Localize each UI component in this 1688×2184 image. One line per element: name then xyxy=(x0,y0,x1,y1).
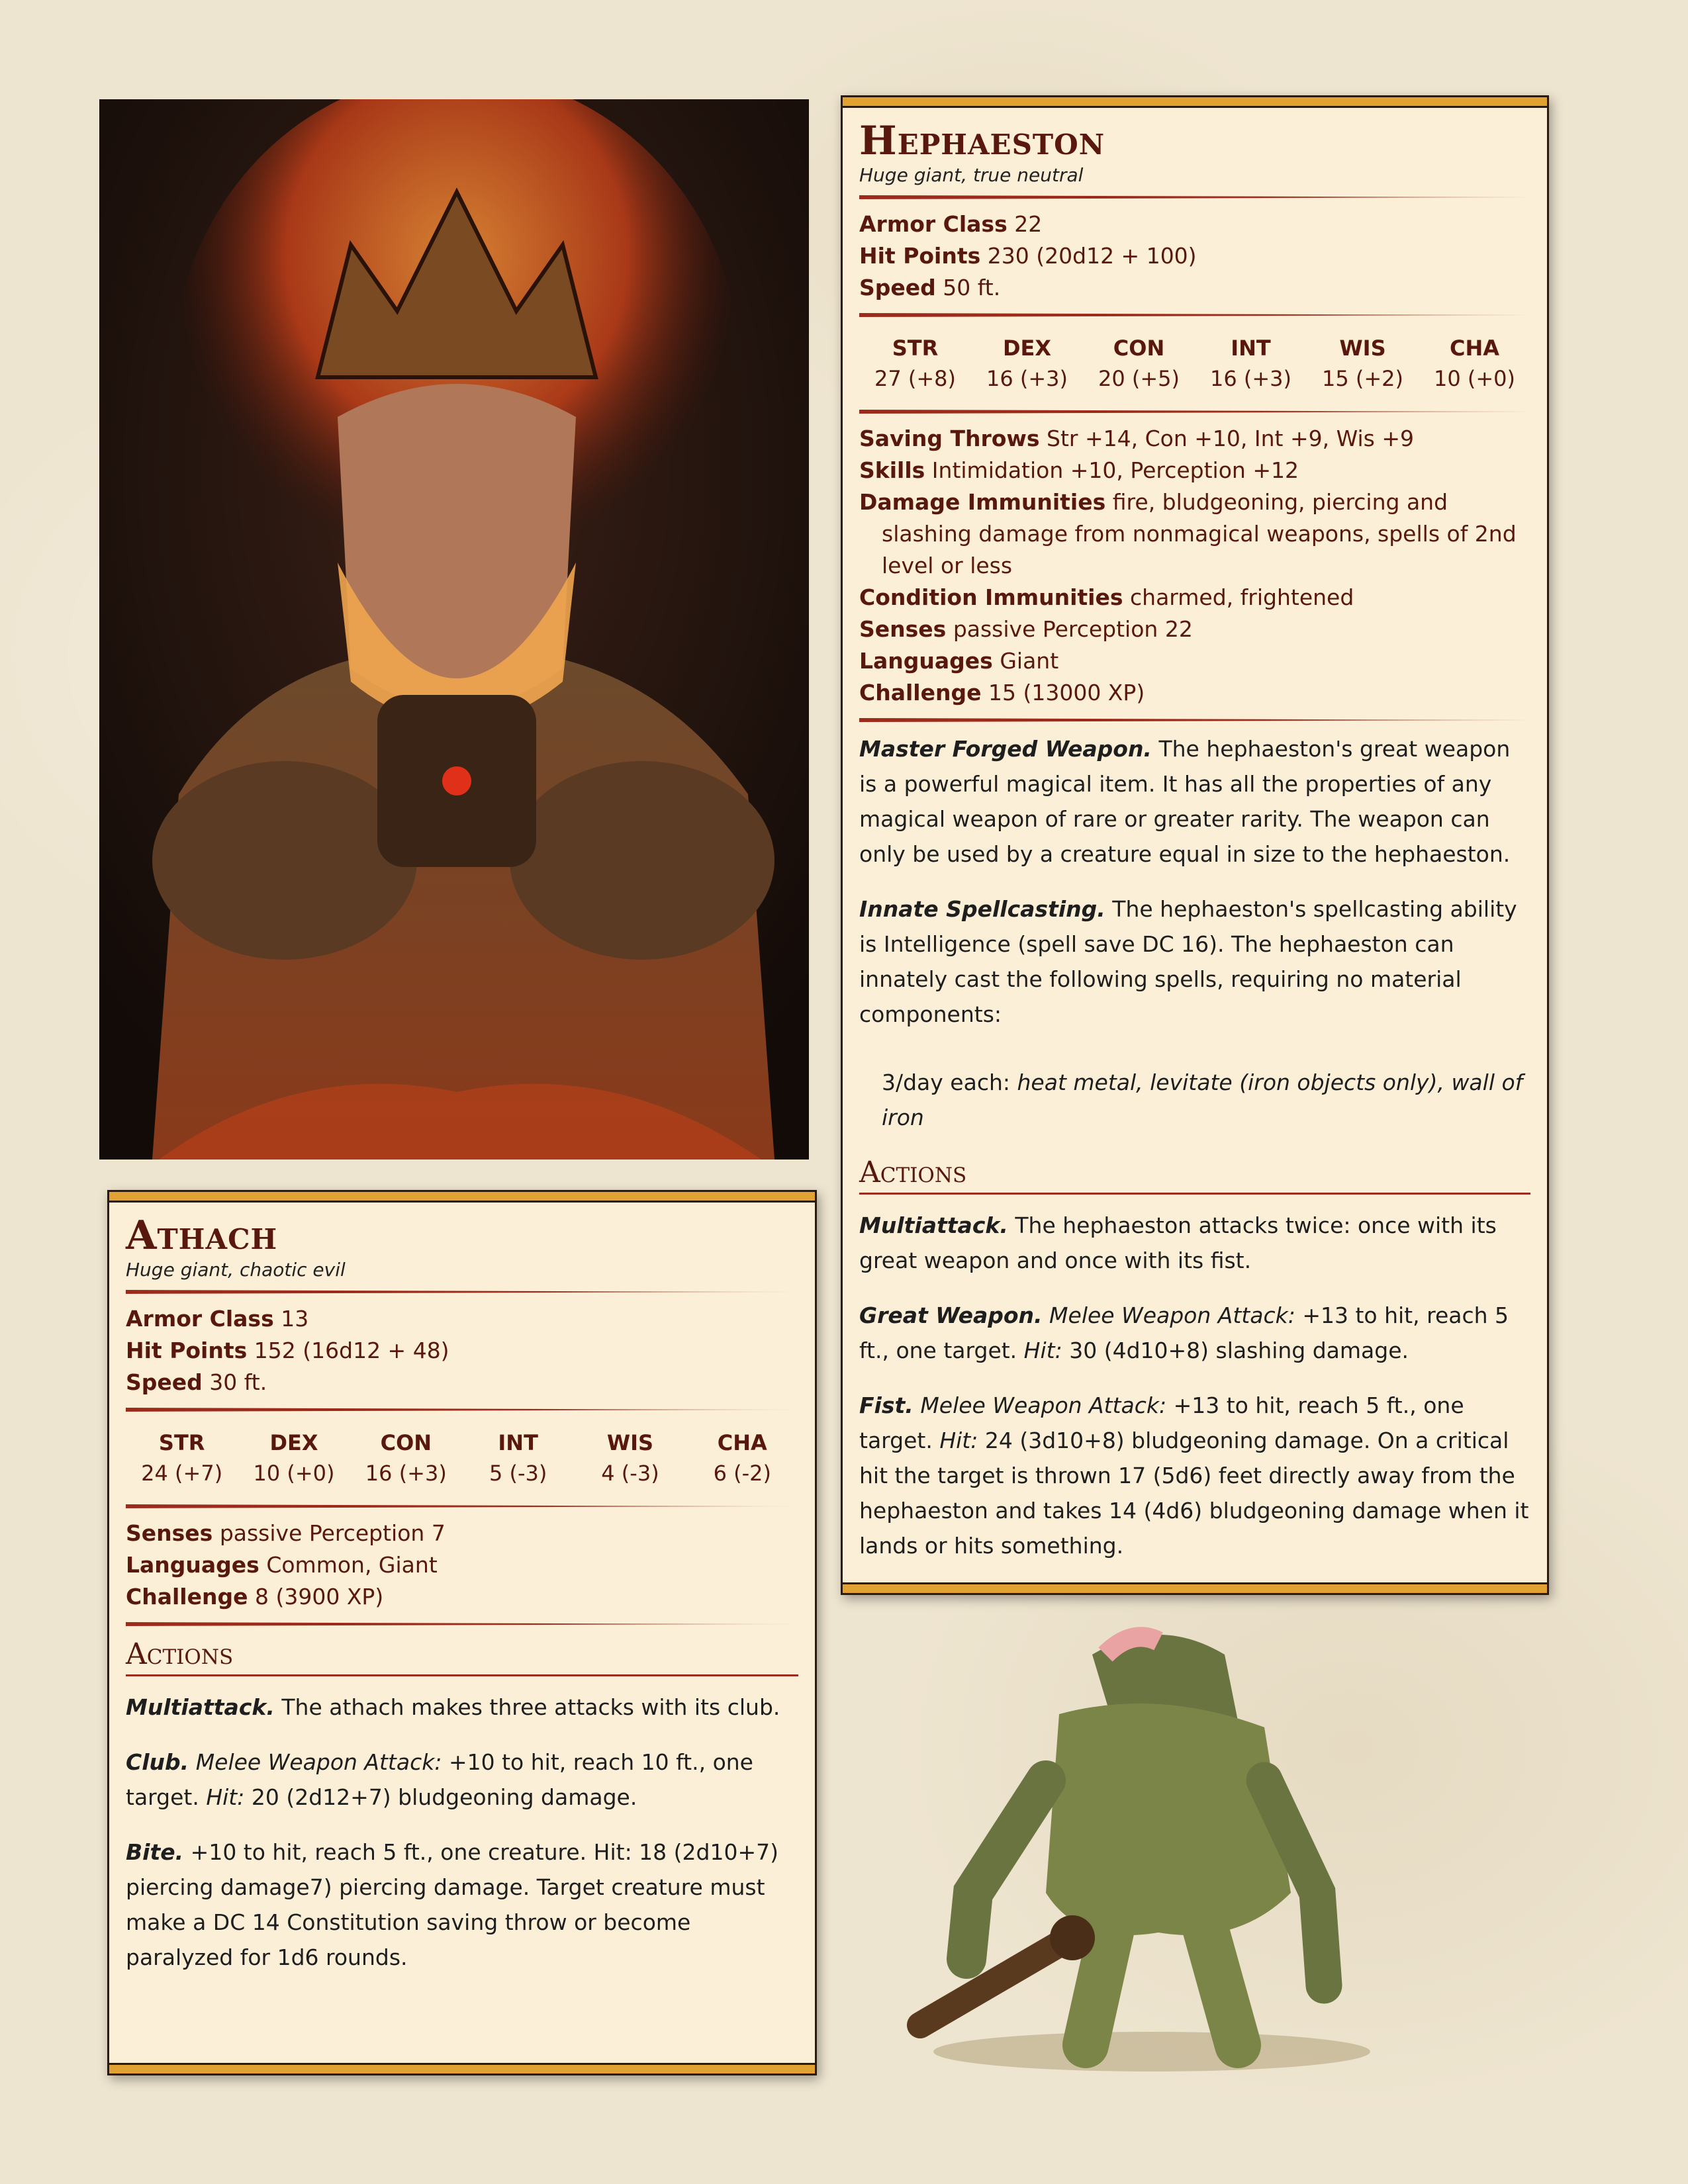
hephaeston-name: Hephaeston xyxy=(859,118,1105,164)
languages: Languages Common, Giant xyxy=(126,1552,438,1578)
ability-cha: CHA 10 (+0) xyxy=(1433,336,1515,391)
ability-str: STR 27 (+8) xyxy=(874,336,956,391)
armor-class: Armor Class 13 xyxy=(126,1306,309,1332)
divider xyxy=(126,1622,798,1626)
athach-name: Athach xyxy=(126,1212,278,1259)
challenge: Challenge 8 (3900 XP) xyxy=(126,1584,384,1610)
fire-giant-illustration xyxy=(99,99,809,1160)
saving-throws: Saving Throws Str +14, Con +10, Int +9, Wis +9 xyxy=(859,426,1414,451)
action-fist: Fist. Melee Weapon Attack: +13 to hit, reach 5 ft., one target. Hit: 24 (3d10+8) bludgeoning damage. On a critical hit the target is thrown 17 (5d6) feet directly away from the hephaeston and takes 14 (4d6) bludgeoning damage when it lands or hits something. xyxy=(859,1392,1529,1559)
athach-type: Huge giant, chaotic evil xyxy=(126,1259,346,1281)
senses: Senses passive Perception 7 xyxy=(126,1520,445,1546)
challenge: Challenge 15 (13000 XP) xyxy=(859,680,1145,705)
armor-class: Armor Class 22 xyxy=(859,211,1043,237)
ability-con: CON 16 (+3) xyxy=(365,1430,447,1486)
hit-points: Hit Points 230 (20d12 + 100) xyxy=(859,243,1197,269)
action-great-weapon: Great Weapon. Melee Weapon Attack: +13 to hit, reach 5 ft., one target. Hit: 30 (4d10+8) slashing damage. xyxy=(859,1302,1509,1364)
ability-con: CON 20 (+5) xyxy=(1098,336,1180,391)
athach-stat-block xyxy=(107,1190,817,2075)
divider xyxy=(859,410,1530,414)
divider xyxy=(859,195,1530,199)
damage-immunities: Damage Immunities fire, bludgeoning, piercing and slashing damage from nonmagical weapons, spells of 2nd level or less xyxy=(859,489,1517,578)
divider xyxy=(126,1290,798,1294)
action-multiattack: Multiattack. The hephaeston attacks twice: once with its great weapon and once with its fist. xyxy=(859,1212,1497,1274)
ability-dex: DEX 10 (+0) xyxy=(253,1430,335,1486)
ability-wis: WIS 4 (-3) xyxy=(601,1430,659,1486)
languages: Languages Giant xyxy=(859,648,1059,674)
actions-heading: Actions xyxy=(126,1635,798,1676)
spell-list: 3/day each: heat metal, levitate (iron objects only), wall of iron xyxy=(882,1069,1523,1130)
speed: Speed 30 ft. xyxy=(126,1369,267,1395)
senses: Senses passive Perception 22 xyxy=(859,616,1193,642)
speed: Speed 50 ft. xyxy=(859,275,1001,300)
ability-int: INT 16 (+3) xyxy=(1209,336,1291,391)
divider xyxy=(126,1504,798,1508)
athach-illustration xyxy=(894,1615,1403,2078)
ability-str: STR 24 (+7) xyxy=(141,1430,223,1486)
action-club: Club. Melee Weapon Attack: +10 to hit, reach 10 ft., one target. Hit: 20 (2d12+7) bludgeoning damage. xyxy=(126,1749,753,1811)
divider xyxy=(859,313,1530,317)
trait-innate-spellcasting: Innate Spellcasting. The hephaeston's spellcasting ability is Intelligence (spell save DC 16). The hephaeston can innately cast the following spells, requiring no material components: xyxy=(859,896,1517,1027)
hephaeston-stat-block xyxy=(841,95,1549,1595)
action-multiattack: Multiattack. The athach makes three attacks with its club. xyxy=(126,1694,780,1721)
ability-dex: DEX 16 (+3) xyxy=(986,336,1068,391)
skills: Skills Intimidation +10, Perception +12 xyxy=(859,457,1299,483)
trait-master-forged-weapon: Master Forged Weapon. The hephaeston's great weapon is a powerful magical item. It has all the properties of any magical weapon of rare or greater rarity. The weapon can only be used by a creature equal in size to the hephaeston. xyxy=(859,736,1511,867)
ability-cha: CHA 6 (-2) xyxy=(713,1430,771,1486)
ability-scores xyxy=(859,326,1530,400)
action-bite: Bite. +10 to hit, reach 5 ft., one creature. Hit: 18 (2d10+7) piercing damage7) piercing damage. Target creature must make a DC 14 Constitution saving throw or become paralyzed for 1d6 rounds. xyxy=(126,1839,778,1971)
hephaeston-type: Huge giant, true neutral xyxy=(859,164,1084,186)
condition-immunities: Condition Immunities charmed, frightened xyxy=(859,584,1354,610)
divider xyxy=(859,718,1530,722)
ability-scores xyxy=(126,1421,798,1495)
ability-wis: WIS 15 (+2) xyxy=(1321,336,1403,391)
ability-int: INT 5 (-3) xyxy=(489,1430,547,1486)
actions-heading: Actions xyxy=(859,1154,1530,1195)
divider xyxy=(126,1408,798,1412)
hit-points: Hit Points 152 (16d12 + 48) xyxy=(126,1338,449,1363)
